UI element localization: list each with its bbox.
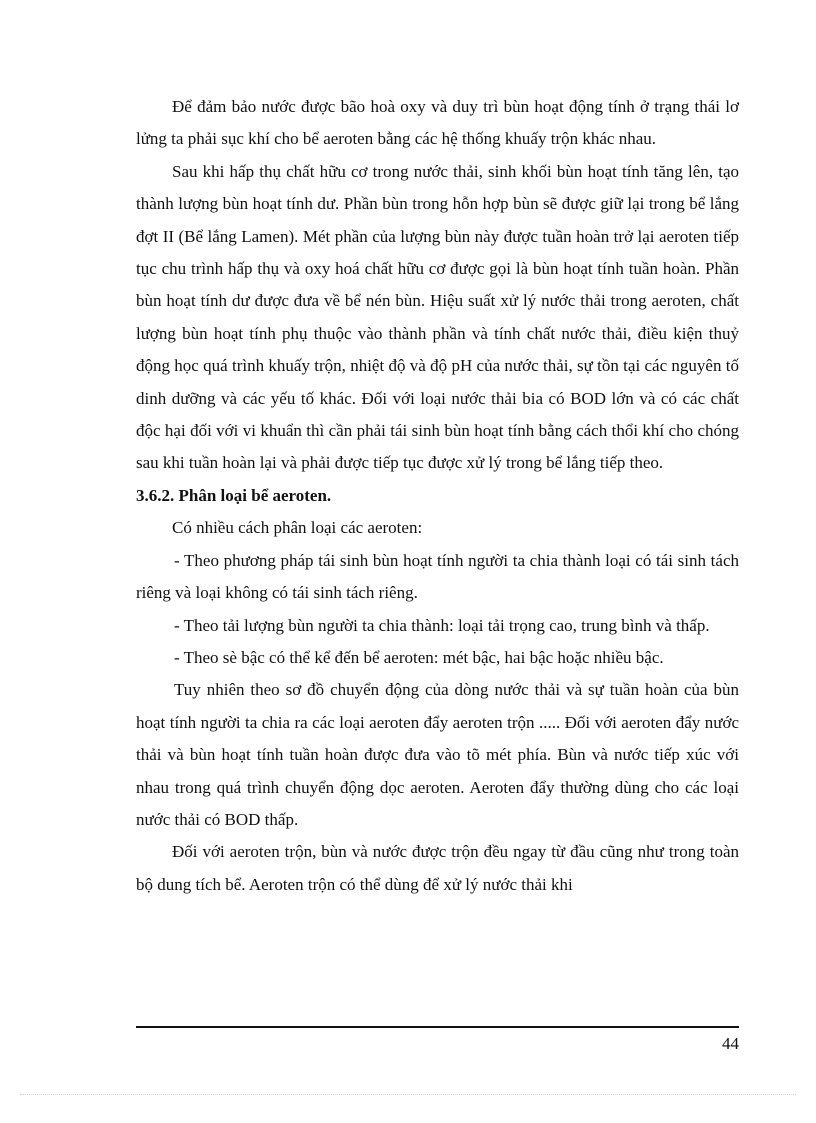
paragraph-classification-intro: Có nhiều cách phân loại các aeroten: xyxy=(172,518,423,538)
footer-divider xyxy=(136,1026,739,1028)
paragraph-activated-sludge: Sau khi hấp thụ chất hữu cơ trong nước thải, sinh khối bùn hoạt tính tăng lên, tạo thành lượng bùn hoạt tính dư. Phần bùn trong hỗn hợp bùn sẽ được giữ lại trong bể lắng đợt II (Bể lắng Lamen). Mét phần của lượng bùn này được tuần hoàn trở lại aeroten tiếp tục chu trình hấp thụ và oxy hoá chất hữu cơ được gọi là bùn hoạt tính tuần hoàn. Phần bùn hoạt tính dư được đưa về bể nén bùn. Hiệu suất xử lý nước thải trong aeroten, chất lượng bùn hoạt tính phụ thuộc vào thành phần và tính chất nước thải, điều kiện thuỷ động học quá trình khuấy trộn, nhiệt độ và độ pH của nước thải, sự tồn tại các nguyên tố dinh dưỡng và các yếu tố khác. Đối với loại nước thải bia có BOD lớn và có các chất độc hại đối với vi khuẩn thì cần phải tái sinh bùn hoạt tính bằng cách thổi khí cho chóng sau khi tuần hoàn lại và phải được tiếp tục được xử lý trong bể lắng tiếp theo. xyxy=(136,161,739,473)
list-item-sludge-load: - Theo tải lượng bùn người ta chia thành: loại tải trọng cao, trung bình và thấp. xyxy=(174,615,710,635)
page-number: 44 xyxy=(722,1034,739,1053)
page-body xyxy=(136,91,739,901)
section-heading: 3.6.2. Phân loại bể aeroten. xyxy=(136,485,332,505)
page-bottom-edge xyxy=(20,1094,796,1095)
list-item-regeneration: - Theo phương pháp tái sinh bùn hoạt tính người ta chia thành loại có tái sinh tách riêng và loại không có tái sinh tách riêng. xyxy=(136,550,739,603)
list-item-stages: - Theo sè bậc có thể kể đến bể aeroten: mét bậc, hai bậc hoặc nhiều bậc. xyxy=(174,647,664,667)
paragraph-flow-types: Tuy nhiên theo sơ đồ chuyển động của dòng nước thải và sự tuần hoàn của bùn hoạt tính người ta chia ra các loại aeroten đẩy aeroten trộn ..... Đối với aeroten đẩy nước thải và bùn hoạt tính tuần hoàn được đưa vào tõ mét phía. Bùn và nước tiếp xúc với nhau trong quá trình chuyển động dọc aeroten. Aeroten đẩy thường dùng cho các loại nước thải có BOD thấp. xyxy=(136,680,739,829)
paragraph-mixed-aeroten: Đối với aeroten trộn, bùn và nước được trộn đều ngay từ đầu cũng như trong toàn bộ dung tích bể. Aeroten trộn có thể dùng để xử lý nước thải khi xyxy=(136,842,739,894)
paragraph-aeration: Để đảm bảo nước được bão hoà oxy và duy trì bùn hoạt động tính ở trạng thái lơ lửng ta phải sục khí cho bể aeroten bằng các hệ thống khuấy trộn khác nhau. xyxy=(136,97,739,149)
